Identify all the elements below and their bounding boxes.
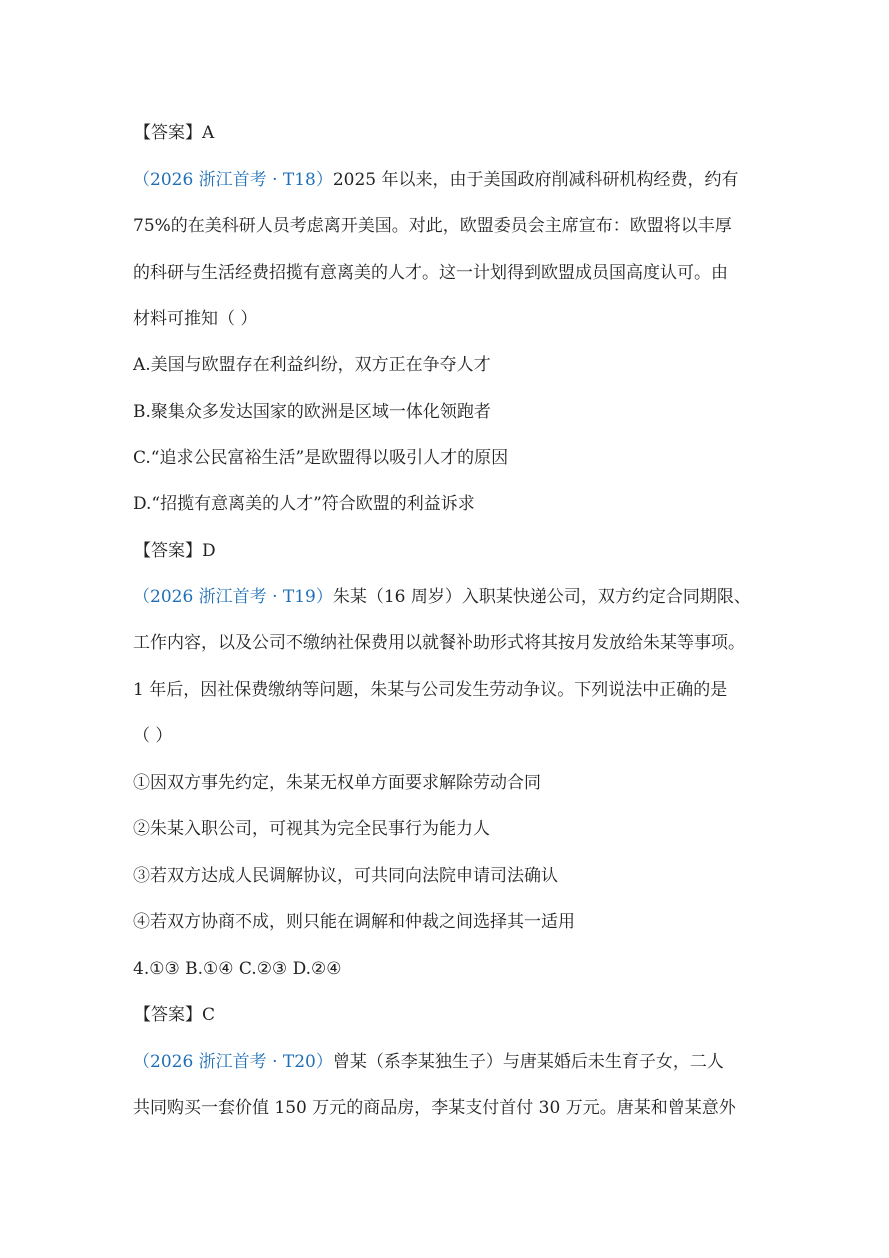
question-18-option-d: D.“招揽有意离美的人才”符合欧盟的利益诉求 (133, 494, 475, 514)
question-19-statement-2: ②朱某入职公司，可视其为完全民事行为能力人 (133, 819, 490, 839)
question-18-option-c: C.“追求公民富裕生活”是欧盟得以吸引人才的原因 (133, 448, 509, 468)
question-19-line-1 (133, 585, 751, 609)
question-19-stem-4: （ ） (133, 726, 173, 746)
question-20-source: （2026 浙江首考 · T20） (133, 1052, 333, 1072)
question-19-stem-1: 朱某（16 周岁）入职某快递公司，双方约定合同期限、 (332, 587, 751, 607)
question-19-statement-3: ③若双方达成人民调解协议，可共同向法院申请司法确认 (133, 866, 558, 886)
question-18-stem-4: 材料可推知（ ） (133, 309, 258, 329)
question-18-option-b: B.聚集众多发达国家的欧洲是区域一体化领跑者 (133, 402, 491, 422)
question-19-statement-1: ①因双方事先约定，朱某无权单方面要求解除劳动合同 (133, 773, 541, 793)
question-18-stem-1: 2025 年以来，由于美国政府削减科研机构经费，约有 (332, 170, 739, 190)
answer-q19: 【答案】C (134, 1005, 216, 1025)
question-19-choices: 4.①③ B.①④ C.②③ D.②④ (133, 959, 342, 979)
question-18-source: （2026 浙江首考 · T18） (133, 170, 333, 190)
question-19-stem-2: 工作内容，以及公司不缴纳社保费用以就餐补助形式将其按月发放给朱某等事项。 (133, 633, 745, 653)
question-18-stem-3: 的科研与生活经费招揽有意离美的人才。这一计划得到欧盟成员国高度认可。由 (133, 263, 728, 283)
question-19-source: （2026 浙江首考 · T19） (133, 587, 333, 607)
question-18-option-a: A.美国与欧盟存在利益纠纷，双方正在争夺人才 (133, 355, 491, 375)
question-18-stem-2: 75%的在美科研人员考虑离开美国。对此，欧盟委员会主席宣布：欧盟将以丰厚 (133, 216, 732, 236)
answer-q18: 【答案】D (134, 541, 216, 561)
question-20-line-1 (133, 1050, 724, 1074)
answer-q17: 【答案】A (134, 123, 215, 143)
question-19-stem-3: 1 年后，因社保费缴纳等问题，朱某与公司发生劳动争议。下列说法中正确的是 (133, 680, 728, 700)
question-20-stem-1: 曾某（系李某独生子）与唐某婚后未生育子女，二人 (332, 1052, 724, 1072)
question-19-statement-4: ④若双方协商不成，则只能在调解和仲裁之间选择其一适用 (133, 912, 575, 932)
question-20-stem-2: 共同购买一套价值 150 万元的商品房，李某支付首付 30 万元。唐某和曾某意外 (133, 1098, 736, 1118)
question-18-line-1 (133, 168, 739, 192)
